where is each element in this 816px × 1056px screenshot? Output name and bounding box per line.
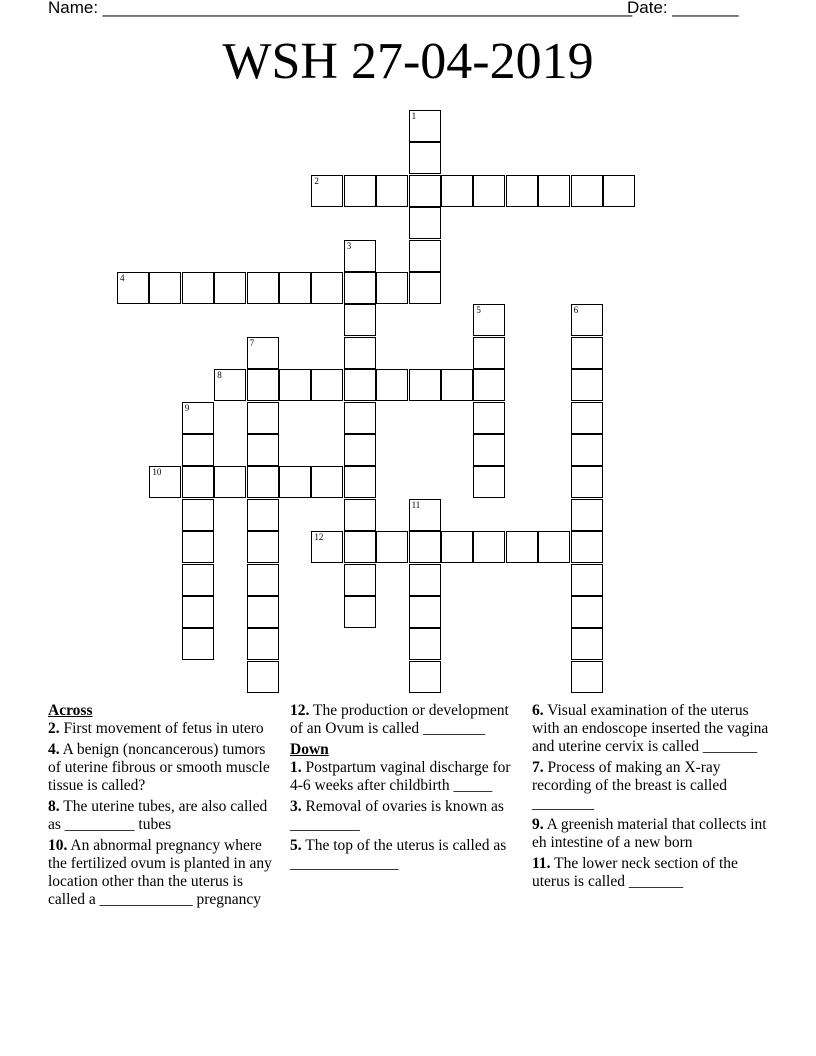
grid-cell[interactable] [344,402,376,434]
grid-cell[interactable] [603,175,635,207]
clue-down-7: 7. Process of making an X-ray recording of the breast is called ________ [532,759,727,812]
grid-cell[interactable] [473,466,505,498]
grid-cell[interactable] [247,337,279,369]
grid-cell[interactable] [441,175,473,207]
grid-cell[interactable] [376,272,408,304]
grid-cell[interactable] [311,531,343,563]
down-heading: Down [290,741,329,758]
grid-cell[interactable] [149,466,181,498]
clue-number: 2 [314,175,319,186]
grid-cell[interactable] [441,369,473,401]
grid-cell[interactable] [409,272,441,304]
grid-cell[interactable] [376,175,408,207]
grid-cell[interactable] [506,175,538,207]
grid-cell[interactable] [182,466,214,498]
grid-cell[interactable] [506,531,538,563]
clue-number: 7 [249,337,255,348]
grid-cell[interactable] [279,272,311,304]
grid-cell[interactable] [247,369,279,401]
clue-across-12: 12. The production or development of an Ovum is called ________ [290,702,509,737]
grid-cell[interactable] [182,564,214,596]
clue-down-1: 1. Postpartum vaginal discharge for 4-6 weeks after childbirth _____ [290,759,511,794]
grid-cell[interactable] [247,564,279,596]
grid-cell[interactable] [473,175,505,207]
clue-number: 1 [411,111,417,121]
grid-cell[interactable] [279,466,311,498]
grid-cell[interactable] [409,369,441,401]
clue-down-5: 5. The top of the uterus is called as ______________ [290,837,507,872]
grid-cell[interactable] [182,272,214,304]
grid-cell[interactable] [571,434,603,466]
grid-cell[interactable] [409,531,441,563]
grid-cell[interactable] [473,434,505,466]
grid-cell[interactable] [344,304,376,336]
grid-cell[interactable] [409,661,441,693]
grid-cell[interactable] [473,337,505,369]
grid-cell[interactable] [311,272,343,304]
grid-cell[interactable] [182,499,214,531]
grid-cell[interactable] [344,272,376,304]
grid-cell[interactable] [311,175,343,207]
clue-down-3: 3. Removal of ovaries is known as _________ [290,798,504,833]
grid-cell[interactable] [344,499,376,531]
grid-cell[interactable] [571,369,603,401]
grid-cell[interactable] [182,628,214,660]
grid-cell[interactable] [214,369,246,401]
grid-cell[interactable] [247,402,279,434]
date-field-label[interactable]: Date: _______ [627,0,739,17]
grid-cell[interactable] [571,466,603,498]
grid-cell[interactable] [214,272,246,304]
grid-cell[interactable] [409,142,441,174]
grid-cell[interactable] [571,661,603,693]
grid-cell[interactable] [571,628,603,660]
page-title: WSH 27-04-2019 [222,33,594,90]
across-heading: Across [48,702,93,719]
grid-cell[interactable] [344,531,376,563]
grid-cell[interactable] [571,304,603,336]
clue-across-4: 4. A benign (noncancerous) tumors of uterine fibrous or smooth muscle tissue is called? [48,741,270,794]
clue-number: 8 [217,370,222,381]
grid-cell[interactable] [409,240,441,272]
grid-cell[interactable] [279,369,311,401]
grid-cell[interactable] [409,175,441,207]
grid-cell[interactable] [441,531,473,563]
grid-cell[interactable] [538,175,570,207]
clue-number: 5 [476,305,481,316]
clues-column-1 [48,702,280,912]
grid-cell[interactable] [247,661,279,693]
clue-number: 12 [314,532,324,543]
clue-down-11: 11. The lower neck section of the uterus is called _______ [532,855,738,890]
grid-cell[interactable] [571,337,603,369]
clue-across-10: 10. An abnormal pregnancy where the fertilized ovum is planted in any location other than the uterus is called a ____________ pregnancy [48,837,272,908]
grid-cell[interactable] [473,304,505,336]
grid-cell[interactable] [247,434,279,466]
clues-column-2 [290,702,515,876]
grid-cell[interactable] [247,596,279,628]
grid-cell[interactable] [409,596,441,628]
grid-cell[interactable] [247,466,279,498]
grid-cell[interactable] [182,402,214,434]
grid-cell[interactable] [311,466,343,498]
grid-cell[interactable] [376,369,408,401]
clue-number: 11 [411,499,421,510]
name-field-label[interactable]: Name: ________________________________________________________ [48,0,633,17]
grid-cell[interactable] [117,272,149,304]
grid-cell[interactable] [571,564,603,596]
clue-down-6: 6. Visual examination of the uterus with an endoscope inserted the vagina and uterine cervix is called _______ [532,702,769,755]
grid-cell[interactable] [149,272,181,304]
clues-column-3 [532,702,772,894]
grid-cell[interactable] [571,499,603,531]
grid-cell[interactable] [247,531,279,563]
grid-cell[interactable] [409,628,441,660]
grid-cell[interactable] [344,434,376,466]
grid-cell[interactable] [473,402,505,434]
grid-cell[interactable] [409,499,441,531]
clue-number: 6 [573,305,579,316]
grid-cell[interactable] [344,596,376,628]
grid-cell[interactable] [311,369,343,401]
grid-cell[interactable] [344,564,376,596]
clue-number: 4 [120,273,125,283]
grid-cell[interactable] [344,240,376,272]
clue-number: 9 [184,402,190,413]
grid-cell[interactable] [182,596,214,628]
clue-number: 3 [346,240,352,251]
grid-cell[interactable] [571,531,603,563]
clue-down-9: 9. A greenish material that collects int eh intestine of a new born [532,816,767,851]
grid-cell[interactable] [473,531,505,563]
grid-cell[interactable] [571,175,603,207]
grid-cell[interactable] [571,402,603,434]
grid-cell[interactable] [182,434,214,466]
grid-cell[interactable] [247,499,279,531]
grid-cell[interactable] [376,531,408,563]
clue-number: 10 [152,467,162,478]
grid-cell[interactable] [571,596,603,628]
grid-cell[interactable] [473,369,505,401]
grid-cell[interactable] [247,272,279,304]
grid-cell[interactable] [182,531,214,563]
grid-cell[interactable] [214,466,246,498]
grid-cell[interactable] [247,628,279,660]
clue-across-2: 2. First movement of fetus in utero [48,720,264,737]
grid-cell[interactable] [409,110,441,142]
grid-cell[interactable] [538,531,570,563]
grid-cell[interactable] [409,564,441,596]
clue-across-8: 8. The uterine tubes, are also called as _________ tubes [48,798,268,833]
grid-cell[interactable] [409,207,441,239]
grid-cell[interactable] [344,466,376,498]
grid-cell[interactable] [344,369,376,401]
grid-cell[interactable] [344,175,376,207]
grid-cell[interactable] [344,337,376,369]
